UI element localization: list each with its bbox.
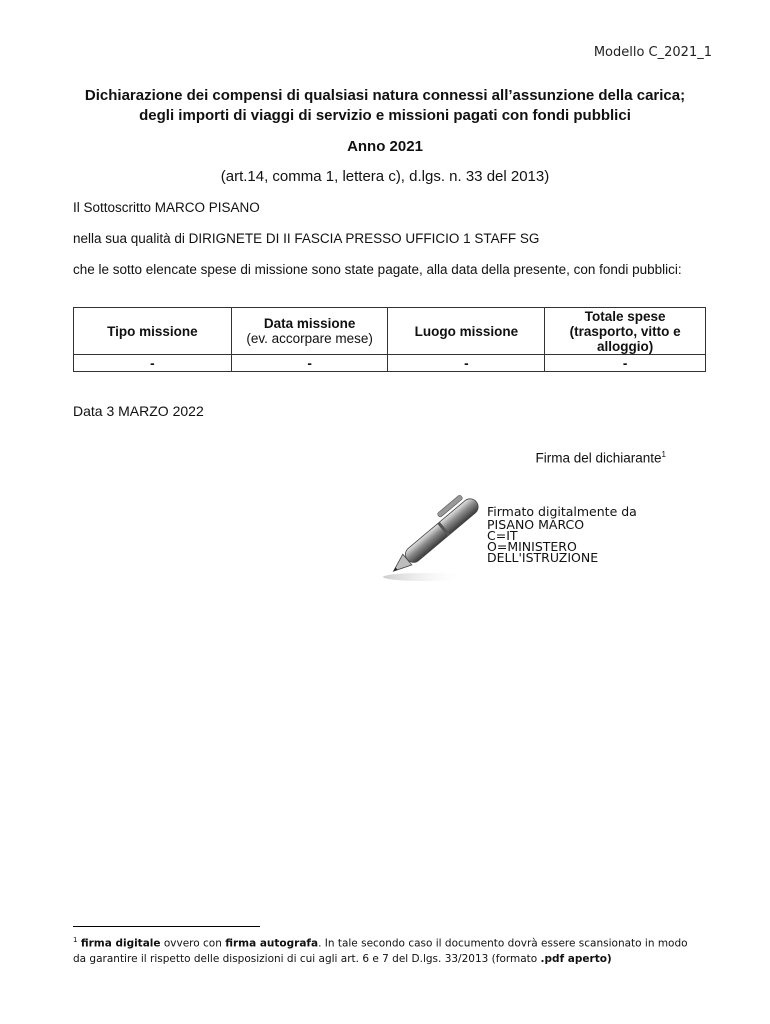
header-luogo: Luogo missione <box>388 308 545 355</box>
expenses-statement: che le sotto elencate spese di missione sono state pagate, alla data della presente, con fondi pubblici: <box>73 262 682 277</box>
footnote-bold-3: .pdf aperto) <box>540 952 612 965</box>
footnote-number: 1 <box>73 936 78 944</box>
signature-line-1: Firmato digitalmente da <box>487 504 637 519</box>
footnote-divider <box>73 926 260 927</box>
signature-line-3: C=IT <box>487 528 518 543</box>
header-data-sub: (ev. accorpare mese) <box>246 331 373 346</box>
cell-data: - <box>231 355 388 372</box>
signature-line-5: DELL'ISTRUZIONE <box>487 550 599 565</box>
missions-table <box>73 307 706 372</box>
date-line: Data 3 MARZO 2022 <box>73 403 204 419</box>
title-line-2: degli importi di viaggi di servizio e missioni pagati con fondi pubblici <box>139 107 631 124</box>
header-totale-sub1: (trasporto, vitto e <box>569 323 681 339</box>
footnote-bold-2: firma autografa <box>225 937 319 950</box>
footnote-text-1: ovvero con <box>160 937 226 950</box>
model-code: Modello C_2021_1 <box>593 45 712 60</box>
footnote-bold-1: firma digitale <box>80 937 161 950</box>
cell-tipo: - <box>74 355 232 372</box>
footnote-text-2: . In tale secondo caso il documento dovrà essere scansionato in modo da garantire il rispetto delle disposizioni di cui agli art. 6 e 7 del D.lgs. 33/2013 (formato <box>73 937 688 965</box>
signature-label-text: Firma del dichiarante <box>535 450 662 466</box>
header-data <box>231 308 388 355</box>
cell-totale: - <box>545 355 706 372</box>
header-data-title: Data missione <box>263 316 356 331</box>
table-row <box>74 355 706 372</box>
year-heading: Anno 2021 <box>347 138 423 155</box>
role-line: nella sua qualità di DIRIGNETE DI II FASCIA PRESSO UFFICIO 1 STAFF SG <box>73 231 540 246</box>
header-totale <box>545 308 706 355</box>
signature-line-2: PISANO MARCO <box>487 517 585 532</box>
document-title <box>60 86 710 126</box>
signature-line-4: O=MINISTERO <box>487 539 577 554</box>
pen-icon <box>380 490 490 585</box>
table-header-row <box>74 308 706 355</box>
header-tipo: Tipo missione <box>74 308 232 355</box>
header-totale-sub2: alloggio) <box>596 338 654 354</box>
footnote-ref: 1 <box>661 450 666 459</box>
footnote <box>73 933 703 967</box>
signature-label <box>535 450 666 466</box>
title-line-1: Dichiarazione dei compensi di qualsiasi natura connessi all’assunzione della carica; <box>84 87 686 104</box>
cell-luogo: - <box>388 355 545 372</box>
header-totale-title: Totale spese <box>584 308 666 324</box>
legal-reference: (art.14, comma 1, lettera c), d.lgs. n. 33 del 2013) <box>220 168 550 185</box>
signatory-line: Il Sottoscritto MARCO PISANO <box>73 200 260 215</box>
digital-signature-stamp <box>487 505 637 563</box>
